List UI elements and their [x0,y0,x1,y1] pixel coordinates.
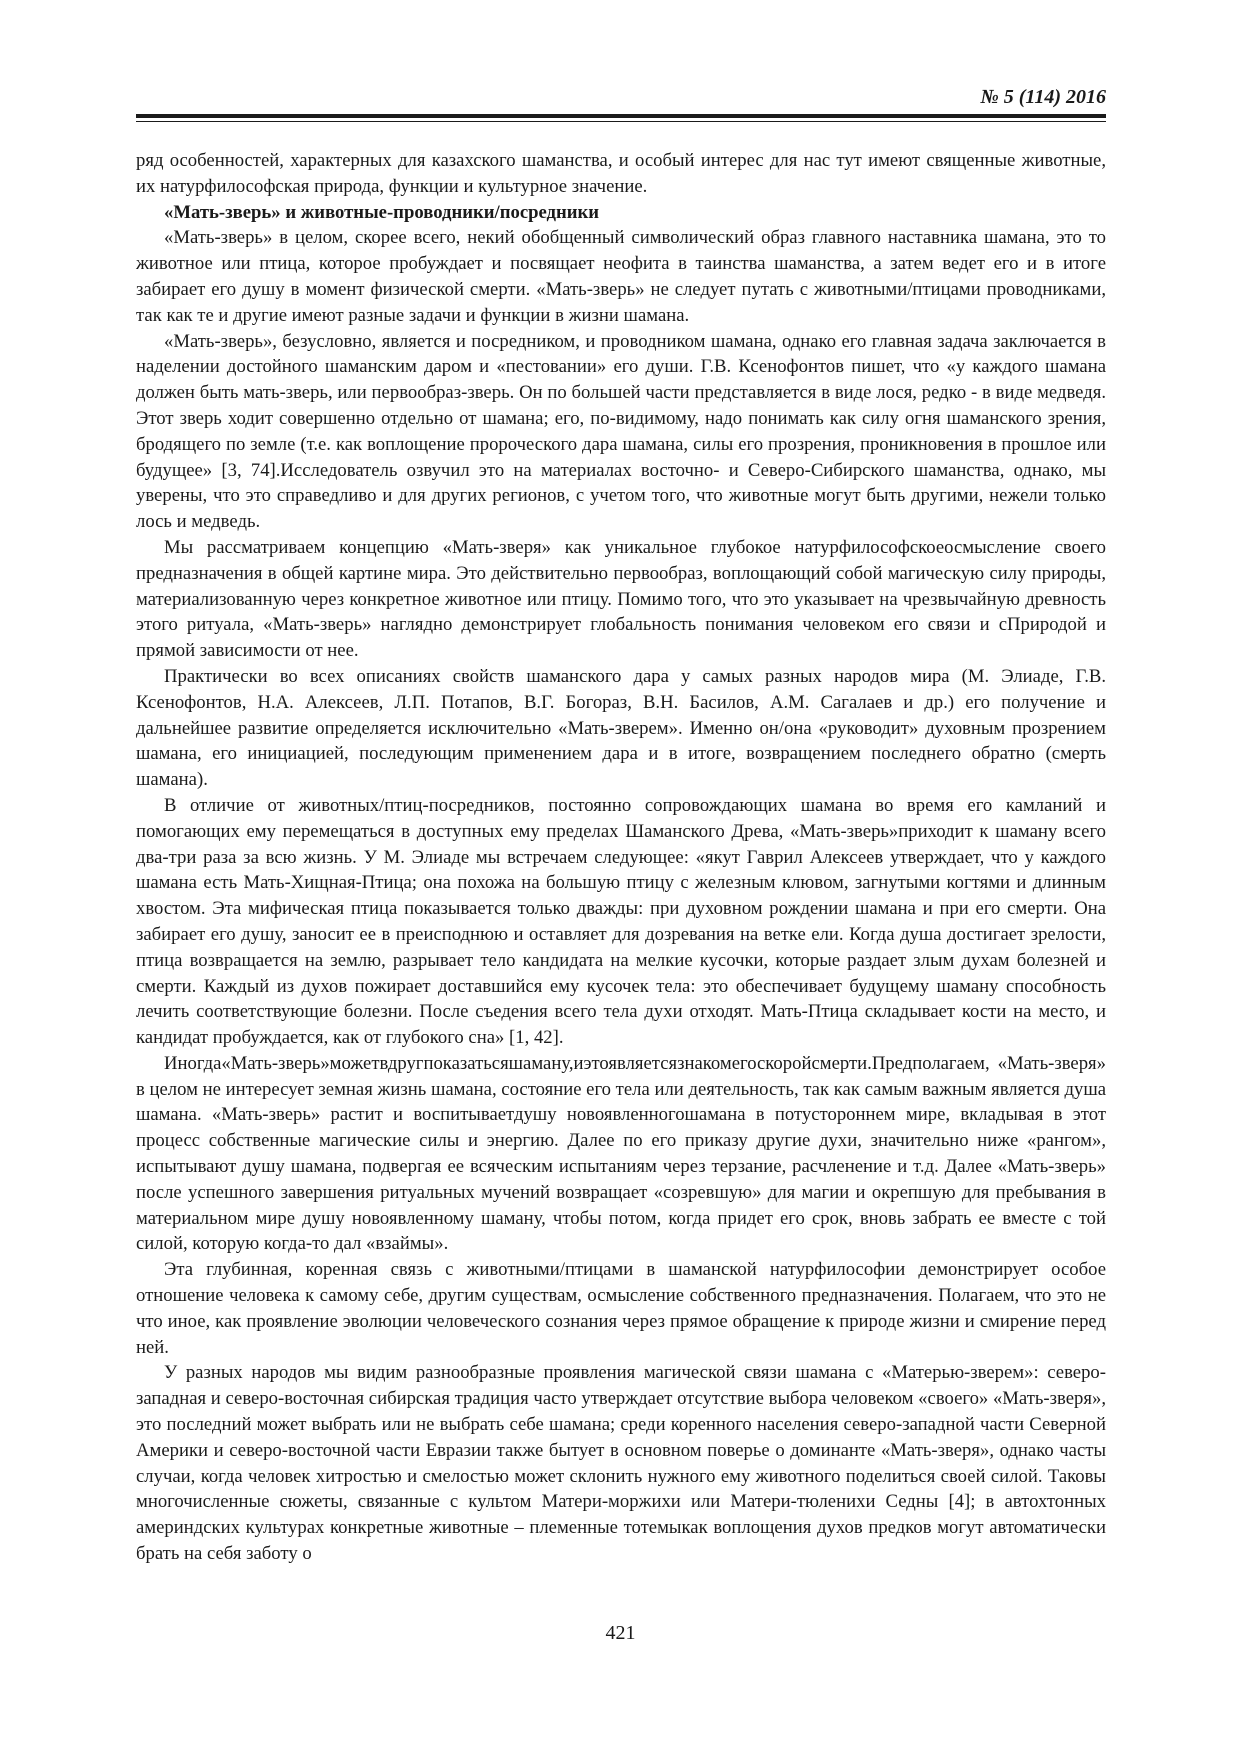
article-body [136,148,1106,1567]
paragraph: «Мать-зверь», безусловно, является и посредником, и проводником шамана, однако его главная задача заключается в наделении достойного шаманским даром и «пестовании» его души. Г.В. Ксенофонтов пишет, что «у каждого шамана должен быть мать-зверь, или первообраз-зверь. Он по большей части представляется в виде лося, редко - в виде медведя. Этот зверь ходит совершенно отдельно от шамана; его, по-видимому, надо понимать как силу огня шаманского зрения, бродящего по земле (т.е. как воплощение пророческого дара шамана, силы его прозрения, проникновения в прошлое или будущее» [3, 74].Исследователь озвучил это на материалах восточно- и Северо-Сибирского шаманства, однако, мы уверены, что это справедливо и для других регионов, с учетом того, что животные могут быть другими, нежели только лось и медведь. [136,330,1106,533]
paragraph: Практически во всех описаниях свойств шаманского дара у самых разных народов мира (М. Элиаде, Г.В. Ксенофонтов, Н.А. Алексеев, Л.П. Потапов, В.Г. Богораз, В.Н. Басилов, А.М. Сагалаев и др.) его получение и дальнейшее развитие определяется исключительно «Мать-зверем». Именно он/она «руководит» духовным прозрением шамана, его инициацией, последующим применением дара и в итоге, возвращением последнего обратно (смерть шамана). [136,665,1106,791]
paragraph: Мы рассматриваем концепцию «Мать-зверя» как уникальное глубокое натурфилософскоеосмысление своего предназначения в общей картине мира. Это действительно первообраз, воплощающий собой магическую силу природы, материализованную через конкретное животное или птицу. Помимо того, что это указывает на чрезвычайную древность этого ритуала, «Мать-зверь» наглядно демонстрирует глобальность понимания человеком его связи и сПриродой и прямой зависимости от нее. [136,536,1106,662]
page-number: 421 [605,1622,636,1644]
paragraph: «Мать-зверь» в целом, скорее всего, некий обобщенный символический образ главного наставника шамана, это то животное или птица, которое пробуждает и посвящает неофита в таинства шаманства, а затем ведет его и в итоге забирает его душу в момент физической смерти. «Мать-зверь» не следует путать с животными/птицами проводниками, так как те и другие имеют разные задачи и функции в жизни шамана. [136,227,1106,326]
header-rule-thin [136,121,1106,122]
section-title: «Мать-зверь» и животные-проводники/посредники [164,201,600,223]
header-rule-thick [136,114,1106,118]
paragraph: В отличие от животных/птиц-посредников, постоянно сопровождающих шамана во время его камланий и помогающих ему перемещаться в доступных ему пределах Шаманского Древа, «Мать-зверь»приходит к шаману всего два-три раза за всю жизнь. У М. Элиаде мы встречаем следующее: «якут Гаврил Алексеев утверждает, что у каждого шамана есть Мать-Хищная-Птица; она похожа на большую птицу с железным клювом, загнутыми когтями и длинным хвостом. Эта мифическая птица показывается только дважды: при духовном рождении шамана и при его смерти. Она забирает его душу, заносит ее в преисподнюю и оставляет для дозревания на ветке ели. Когда душа достигает зрелости, птица возвращается на землю, разрывает тело кандидата на мелкие кусочки, которые раздает злым духам болезней и смерти. Каждый из духов пожирает доставшийся ему кусочек тела: это обеспечивает будущему шаману способность лечить соответствующие болезни. После съедения всего тела духи отходят. Мать-Птица складывает кости на место, и кандидат пробуждается, как от глубокого сна» [1, 42]. [136,794,1106,1049]
issue-header: № 5 (114) 2016 [980,86,1106,108]
paragraph: У разных народов мы видим разнообразные проявления магической связи шамана с «Матерью-зверем»: северо-западная и северо-восточная сибирская традиция часто утверждает отсутствие выбора человеком «своего» «Мать-зверя», это последний может выбрать или не выбрать себе шамана; среди коренного населения северо-западной части Северной Америки и северо-восточной части Евразии также бытует в основном поверье о доминанте «Мать-зверя», однако часты случаи, когда человек хитростью и смелостью может склонить нужного ему животного поделиться своей силой. Таковы многочисленные сюжеты, связанные с культом Матери-моржихи или Матери-тюленихи Седны [4]; в автохтонных америндских культурах конкретные животные – племенные тотемыкак воплощения духов предков могут автоматически брать на себя заботу о [136,1362,1106,1565]
paragraph: Эта глубинная, коренная связь с животными/птицами в шаманской натурфилософии демонстрирует особое отношение человека к самому себе, другим существам, осмысление собственного предназначения. Полагаем, что это не что иное, как проявление эволюции человеческого сознания через прямое обращение к природе жизни и смирение перед ней. [136,1259,1106,1358]
paragraph: Иногда«Мать-зверь»можетвдругпоказатьсяшаману,иэтоявляетсязнакомегоскоройсмерти.Предполагаем, «Мать-зверя» в целом не интересует земная жизнь шамана, состояние его тела или деятельность, так как самым важным является душа шамана. «Мать-зверь» растит и воспитываетдушу новоявленногошамана в потустороннем мире, вкладывая в этот процесс собственные магические силы и энергию. Далее по его приказу другие духи, значительно ниже «рангом», испытывают душу шамана, подвергая ее всяческим испытаниям через терзание, расчленение и т.д. Далее «Мать-зверь» после успешного завершения ритуальных мучений возвращает «созревшую» для магии и окрепшую для пребывания в материальном мире душу новоявленному шаману, чтобы потом, когда придет его срок, вновь забрать ее вместе с той силой, которую когда-то дал «взаймы». [136,1052,1106,1255]
paragraph-continuation: ряд особенностей, характерных для казахского шаманства, и особый интерес для нас тут имеют священные животные, их натурфилософская природа, функции и культурное значение. [136,150,1106,197]
